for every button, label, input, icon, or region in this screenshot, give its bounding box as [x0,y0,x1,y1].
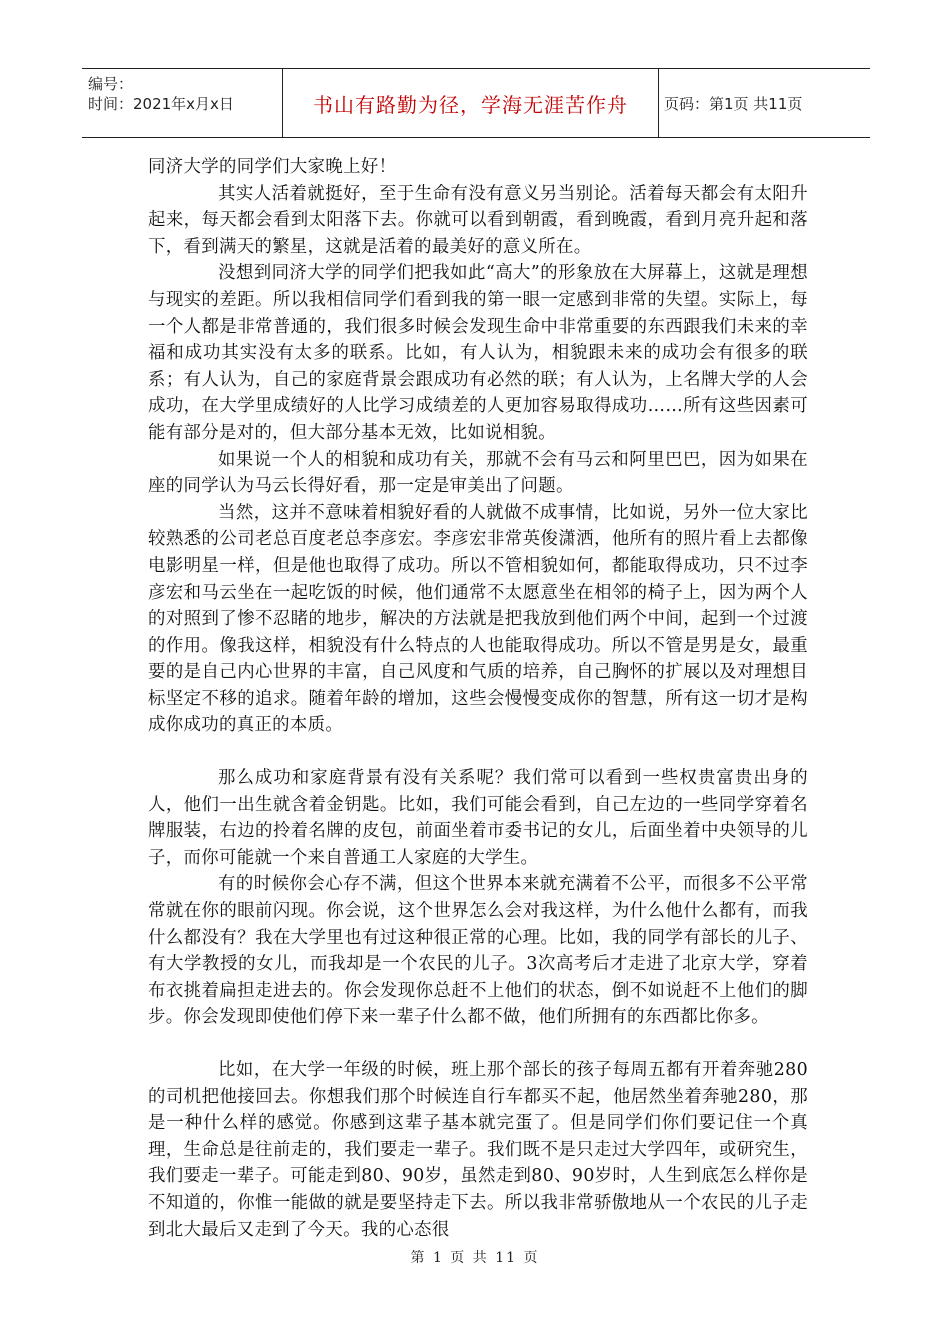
paragraph: 比如，在大学一年级的时候，班上那个部长的孩子每周五都有开着奔驰280的司机把他接回去。你想我们那个时候连自行车都买不起，他居然坐着奔驰280，那是一种什么样的感觉。你感到这辈子基本就完蛋了。但是同学们你们要记住一个真理，生命总是往前走的，我们要走一辈子。我们既不是只走过大学四年，或研究生，我们要走一辈子。可能走到80、90岁，虽然走到80、90岁时，人生到底怎么样你是不知道的，你惟一能做的就是要坚持走下去。所以我非常骄傲地从一个农民的儿子走到北大最后又走到了今天。我的心态很 [148,1060,808,1240]
document-header [82,68,870,138]
header-meta [82,69,282,137]
paragraph: 那么成功和家庭背景有没有关系呢？我们常可以看到一些权贵富贵出身的人，他们一出生就含着金钥匙。比如，我们可能会看到，自己左边的一些同学穿着名牌服装，右边的拎着名牌的皮包，前面坐着市委书记的女儿，后面坐着中央领导的儿子，而你可能就一个来自普通工人家庭的大学生。 [148,768,808,868]
header-motto: 书山有路勤为径，学海无涯苦作舟 [313,92,628,117]
document-body [148,154,808,1243]
paragraph: 其实人活着就挺好，至于生命有没有意义另当别论。活着每天都会有太阳升起来，每天都会看到太阳落下去。你就可以看到朝霞，看到晚霞，看到月亮升起和落下，看到满天的繁星，这就是活着的最美好的意义所在。 [148,183,808,257]
document-time-label: 时间：2021年x月x日 [88,95,234,113]
header-divider [658,69,659,137]
paragraph: 当然，这并不意味着相貌好看的人就做不成事情，比如说，另外一位大家比较熟悉的公司老总百度老总李彦宏。李彦宏非常英俊潇洒，他所有的照片看上去都像电影明星一样，但是他也取得了成功。所以不管相貌如何，都能取得成功，只不过李彦宏和马云坐在一起吃饭的时候，他们通常不太愿意坐在相邻的椅子上，因为两个人的对照到了惨不忍睹的地步，解决的方法就是把我放到他们两个中间，起到一个过渡的作用。像我这样，相貌没有什么特点的人也能取得成功。所以不管是男是女，最重要的是自己内心世界的丰富，自己风度和气质的培养，自己胸怀的扩展以及对理想目标坚定不移的追求。随着年龄的增加，这些会慢慢变成你的智慧，所有这一切才是构成你成功的真正的本质。 [148,502,808,736]
paragraph: 没想到同济大学的同学们把我如此“高大”的形象放在大屏幕上，这就是理想与现实的差距。所以我相信同学们看到我的第一眼一定感到非常的失望。实际上，每一个人都是非常普通的，我们很多时候会发现生命中非常重要的东西跟我们未来的幸福和成功其实没有太多的联系。比如，有人认为，相貌跟未来的成功会有很多的联系；有人认为，自己的家庭背景会跟成功有必然的联；有人认为，上名牌大学的人会成功，在大学里成绩好的人比学习成绩差的人更加容易取得成功……所有这些因素可能有部分是对的，但大部分基本无效，比如说相貌。 [148,263,808,443]
document-code-label: 编号： [88,75,134,93]
header-page-info: 页码：第1页 共11页 [664,94,803,113]
paragraph: 如果说一个人的相貌和成功有关，那就不会有马云和阿里巴巴，因为如果在座的同学认为马云长得好看，那一定是审美出了问题。 [148,449,808,497]
greeting: 同济大学的同学们大家晚上好！ [148,157,397,177]
paragraph: 有的时候你会心存不满，但这个世界本来就充满着不公平，而很多不公平常常就在你的眼前闪现。你会说，这个世界怎么会对我这样，为什么他什么都有，而我什么都没有？我在大学里也有过这种很正常的心理。比如，我的同学有部长的儿子、有大学教授的女儿，而我却是一个农民的儿子。3次高考后才走进了北京大学，穿着布衣挑着扁担走进去的。你会发现你总赶不上他们的状态，倒不如说赶不上他们的脚步。你会发现即使他们停下来一辈子什么都不做，他们所拥有的东西都比你多。 [148,874,808,1028]
page-footer: 第 1 页 共 11 页 [410,1250,540,1266]
